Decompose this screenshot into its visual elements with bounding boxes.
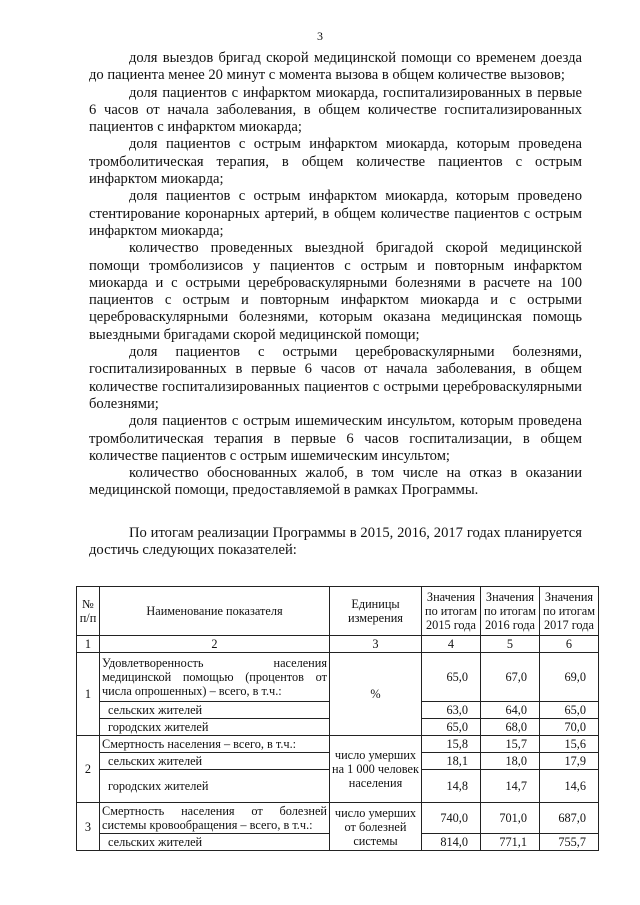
value-2016: 67,0 [481, 653, 540, 702]
value-2016: 771,1 [481, 834, 540, 851]
col-number: 2 [100, 636, 330, 653]
header-2016: Значения по итогам 2016 года [481, 587, 540, 636]
value-2015: 740,0 [422, 803, 481, 834]
col-number: 5 [481, 636, 540, 653]
value-2015: 63,0 [422, 702, 481, 719]
indicator-name: Смертность населения – всего, в т.ч.: [100, 736, 330, 753]
value-2016: 18,0 [481, 753, 540, 770]
header-unit: Единицы измерения [330, 587, 422, 636]
paragraph: доля пациентов с острыми цереброваскулярными болезнями, госпитализированных в первые 6 часов от начала заболевания, в общем количестве госпитализированных пациентов с острыми цереброваскулярными болезнями; [89, 344, 582, 412]
value-2017: 14,6 [540, 770, 599, 803]
col-number: 1 [77, 636, 100, 653]
paragraph: доля пациентов с острым инфарктом миокарда, которым проведена тромболитическая терапия, в общем количестве пациентов с острым инфарктом миокарда; [89, 136, 582, 188]
paragraph: доля выездов бригад скорой медицинской помощи со временем доезда до пациента менее 20 минут с момента вызова в общем количестве вызовов; [89, 50, 582, 84]
indicator-unit: число умерших от болезней системы [330, 803, 422, 851]
row-num: 2 [77, 736, 100, 803]
value-2015: 18,1 [422, 753, 481, 770]
table-row [77, 736, 599, 753]
value-2016: 68,0 [481, 719, 540, 736]
indicator-name: Удовлетворенность населения медицинской помощью (процентов от числа опрошенных) – всего, в т.ч.: [100, 653, 330, 702]
paragraph: количество проведенных выездной бригадой скорой медицинской помощи тромболизисов у пациентов с острым и повторным инфарктом миокарда и с острыми цереброваскулярными болезнями в расчете на 100 пациентов с острым и повторным инфарктом миокарда и с острыми цереброваскулярными болезнями, которым оказана медицинская помощь выездными бригадами скорой медицинской помощи; [89, 240, 582, 343]
indicator-unit: число умерших на 1 000 человек населения [330, 736, 422, 803]
paragraph: доля пациентов с инфарктом миокарда, госпитализированных в первые 6 часов от начала заболевания, в общем количестве госпитализированных пациентов с инфарктом миокарда; [89, 84, 582, 136]
row-num: 1 [77, 653, 100, 736]
value-2016: 14,7 [481, 770, 540, 803]
indicator-name: сельских жителей [100, 834, 330, 851]
table-row [77, 653, 599, 702]
value-2017: 687,0 [540, 803, 599, 834]
value-2015: 65,0 [422, 653, 481, 702]
paragraph: количество обоснованных жалоб, в том числе на отказ в оказании медицинской помощи, предоставляемой в рамках Программы. [89, 465, 582, 499]
value-2017: 70,0 [540, 719, 599, 736]
indicator-name: сельских жителей [100, 753, 330, 770]
value-2015: 15,8 [422, 736, 481, 753]
indicator-unit: % [330, 653, 422, 736]
paragraph: доля пациентов с острым инфарктом миокарда, которым проведено стентирование коронарных артерий, в общем количестве пациентов с острым инфарктом миокарда; [89, 188, 582, 239]
value-2016: 701,0 [481, 803, 540, 834]
row-num: 3 [77, 803, 100, 851]
col-number: 4 [422, 636, 481, 653]
col-number: 3 [330, 636, 422, 653]
header-num: № п/п [77, 587, 100, 636]
value-2017: 755,7 [540, 834, 599, 851]
value-2017: 65,0 [540, 702, 599, 719]
intro-paragraph: По итогам реализации Программы в 2015, 2016, 2017 годах планируется достичь следующих показателей: [89, 524, 582, 559]
value-2017: 17,9 [540, 753, 599, 770]
header-2015: Значения по итогам 2015 года [422, 587, 481, 636]
indicator-name: городских жителей [100, 770, 330, 803]
header-name: Наименование показателя [100, 587, 330, 636]
value-2015: 814,0 [422, 834, 481, 851]
col-number: 6 [540, 636, 599, 653]
page-number: 3 [317, 29, 323, 43]
document-body [89, 50, 582, 559]
indicator-name: Смертность населения от болезней системы кровообращения – всего, в т.ч.: [100, 803, 330, 834]
indicator-name: городских жителей [100, 719, 330, 736]
value-2016: 15,7 [481, 736, 540, 753]
paragraph: доля пациентов с острым ишемическим инсультом, которым проведена тромболитическая терапия в первые 6 часов госпитализации, в общем количестве пациентов с острым ишемическим инсультом; [89, 413, 582, 464]
value-2017: 15,6 [540, 736, 599, 753]
value-2015: 65,0 [422, 719, 481, 736]
table-row [77, 803, 599, 834]
header-2017: Значения по итогам 2017 года [540, 587, 599, 636]
value-2016: 64,0 [481, 702, 540, 719]
value-2017: 69,0 [540, 653, 599, 702]
table-header-row [77, 587, 599, 636]
indicators-table [76, 586, 599, 851]
value-2015: 14,8 [422, 770, 481, 803]
indicator-name: сельских жителей [100, 702, 330, 719]
column-numbers-row [77, 636, 599, 653]
